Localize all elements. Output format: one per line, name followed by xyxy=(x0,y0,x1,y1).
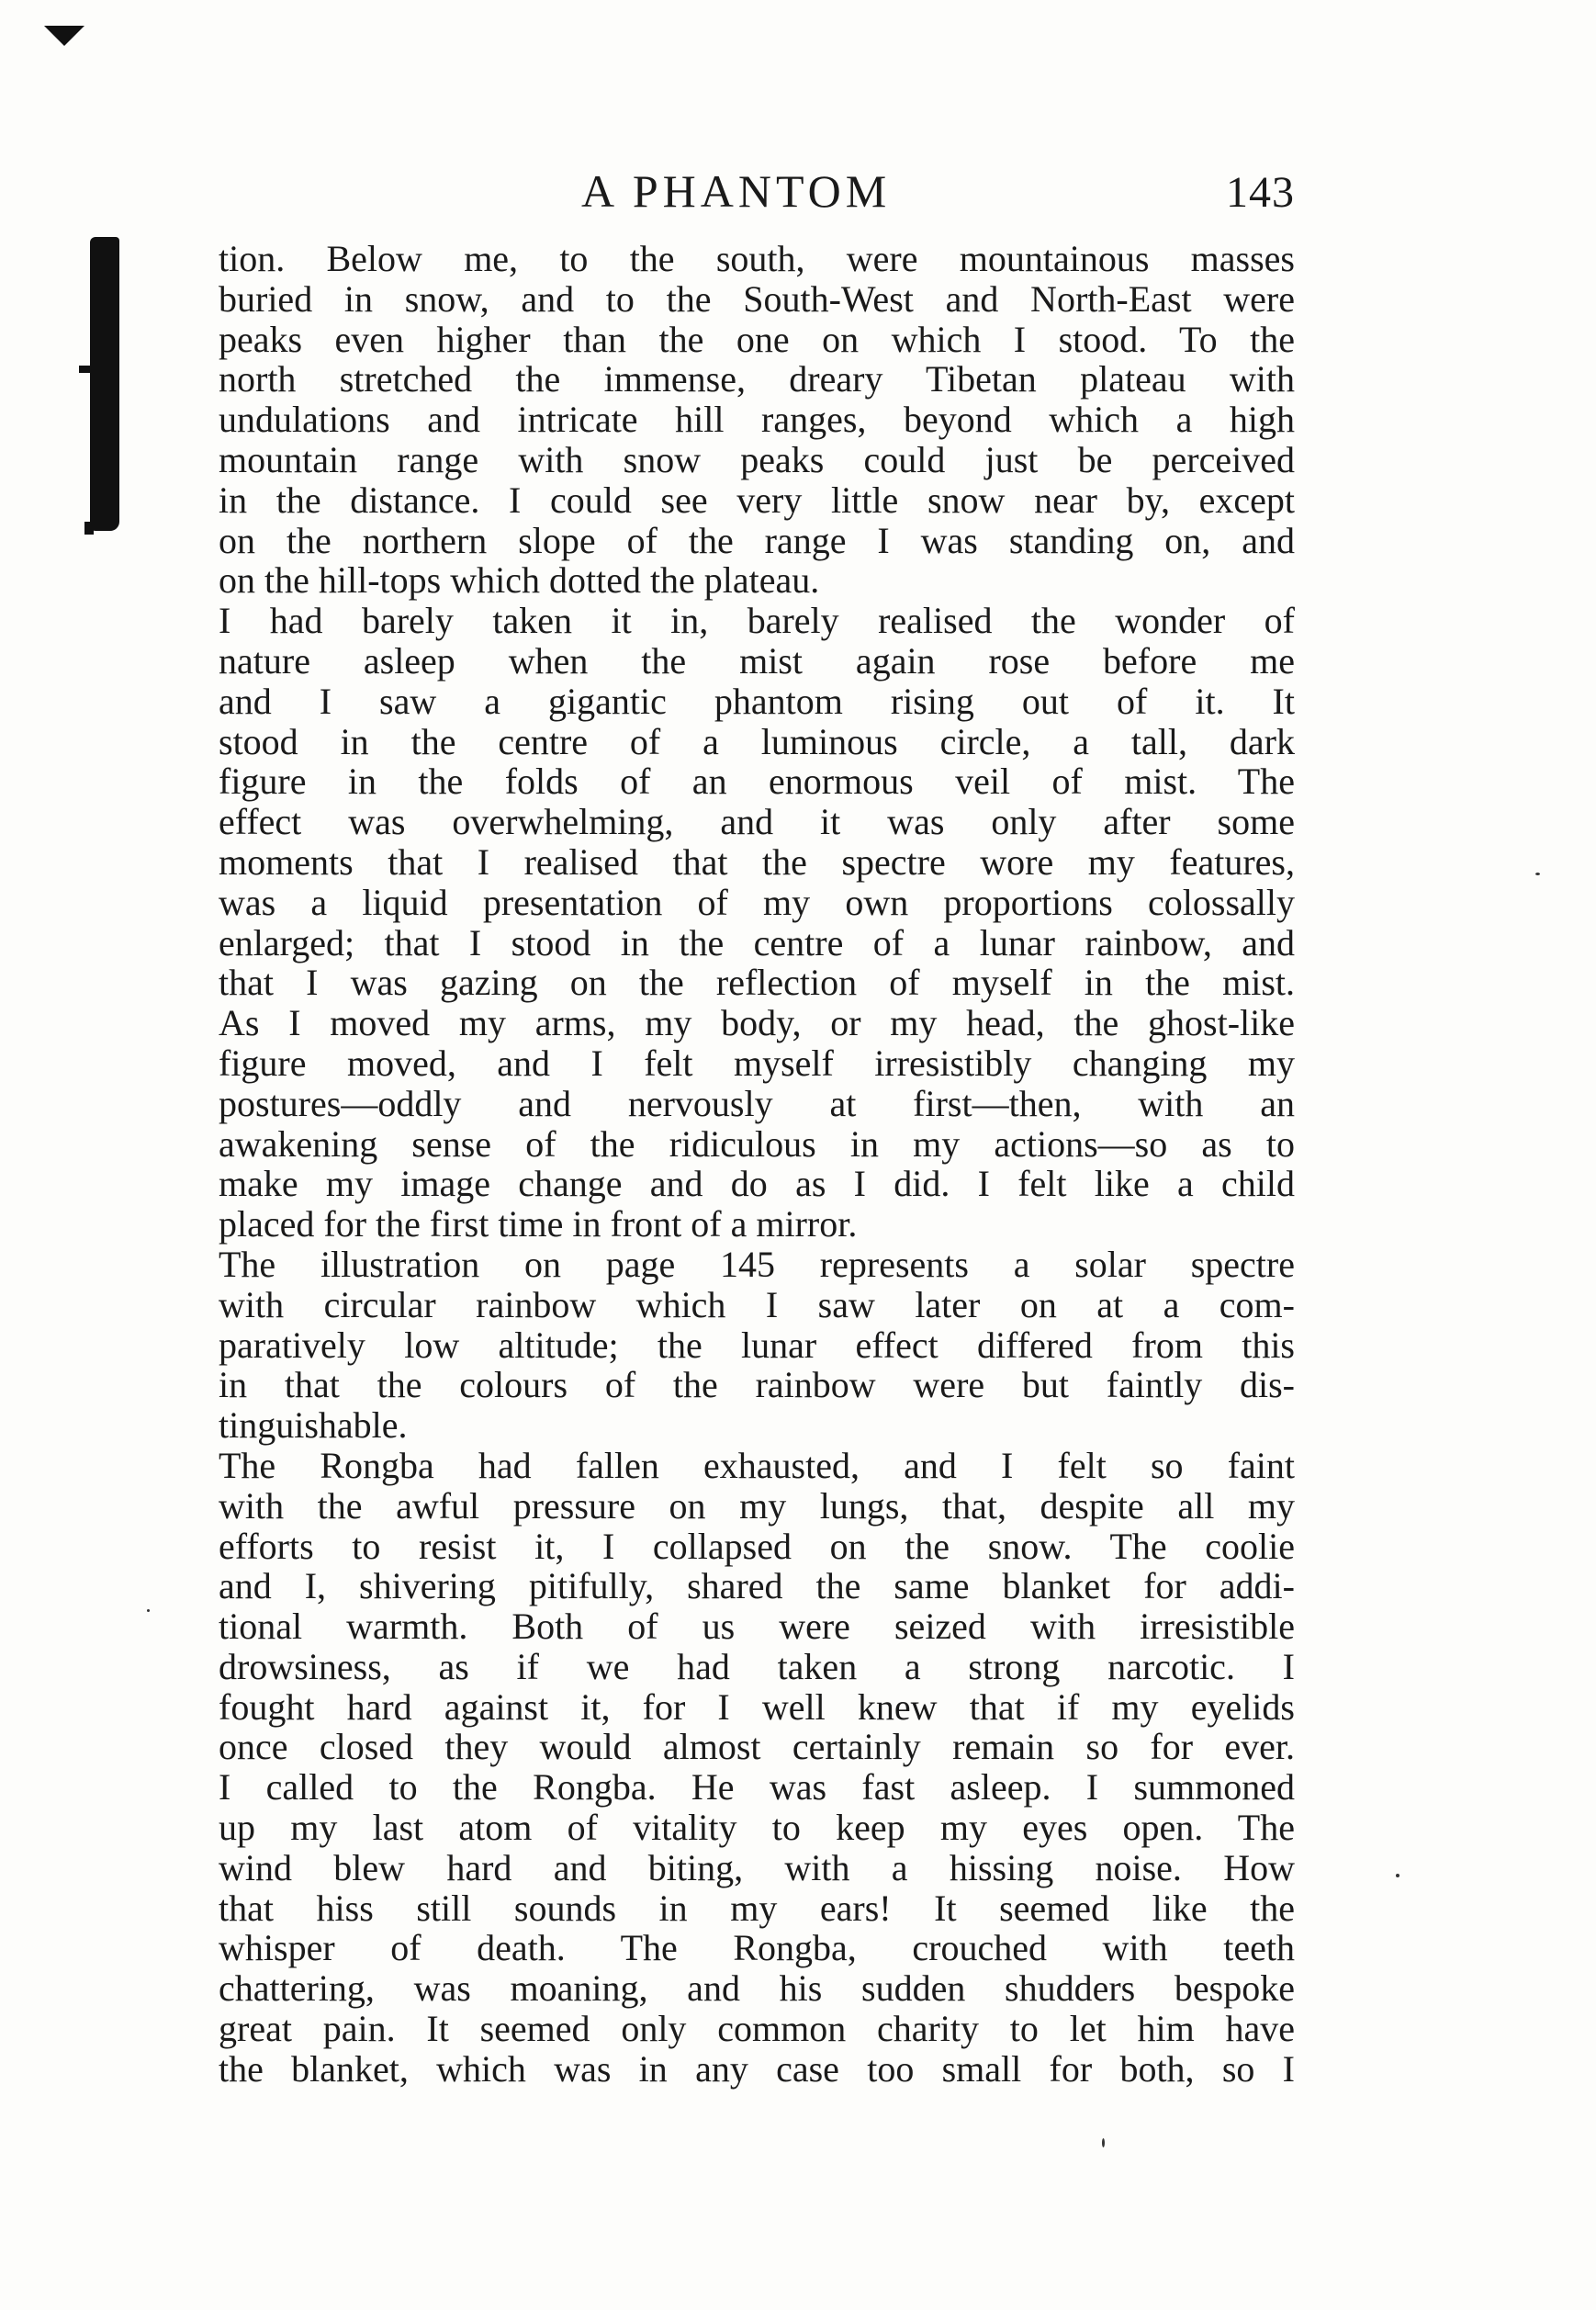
text-line: stood in the centre of a luminous circle, a tall, dark xyxy=(219,720,1295,762)
binding-edge-shadow xyxy=(90,237,119,531)
text-line: with circular rainbow which I saw later on at a com- xyxy=(219,1283,1295,1325)
text-line: tional warmth. Both of us were seized with irresistible xyxy=(219,1606,1295,1648)
text-line: moments that I realised that the spectre wore my features, xyxy=(219,840,1295,883)
body-text xyxy=(219,238,1295,2090)
text-line: enlarged; that I stood in the centre of a lunar rainbow, and xyxy=(219,921,1295,963)
text-line: in that the colours of the rainbow were but faintly dis- xyxy=(219,1364,1295,1406)
text-line: efforts to resist it, I collapsed on the snow. The coolie xyxy=(219,1525,1295,1567)
text-line: figure in the folds of an enormous veil of mist. The xyxy=(219,761,1295,803)
text-line: tinguishable. xyxy=(219,1404,408,1447)
text-line: drowsiness, as if we had taken a strong narcotic. I xyxy=(219,1645,1295,1687)
text-line: on the northern slope of the range I was standing on, and xyxy=(219,519,1295,561)
text-line: the blanket, which was in any case too small for both, so I xyxy=(219,2047,1295,2090)
scan-speck xyxy=(1396,1874,1399,1877)
scan-speck xyxy=(1102,2138,1105,2147)
text-line: awakening sense of the ridiculous in my actions—so as to xyxy=(219,1122,1295,1165)
text-line: make my image change and do as I did. I felt like a child xyxy=(219,1163,1295,1205)
paragraph xyxy=(219,239,1295,601)
text-line: that hiss still sounds in my ears! It seemed like the xyxy=(219,1887,1295,1929)
text-line: The illustration on page 145 represents a solar spectre xyxy=(219,1243,1295,1285)
text-line: on the hill-tops which dotted the plateau. xyxy=(219,559,820,602)
text-line: with the awful pressure on my lungs, that, despite all my xyxy=(219,1484,1295,1527)
scan-speck xyxy=(147,1609,150,1612)
paragraph xyxy=(219,1245,1295,1446)
text-line: I had barely taken it in, barely realised the wonder of xyxy=(219,600,1295,642)
text-line: I called to the Rongba. He was fast asleep. I summoned xyxy=(219,1766,1295,1809)
scan-speck xyxy=(1535,873,1540,875)
text-line: and I, shivering pitifully, shared the same blanket for addi- xyxy=(219,1565,1295,1607)
text-line: figure moved, and I felt myself irresistibly changing my xyxy=(219,1042,1295,1084)
text-line: and I saw a gigantic phantom rising out of it. It xyxy=(219,680,1295,722)
text-line: great pain. It seemed only common charity to let him have xyxy=(219,2008,1295,2050)
text-line: postures—oddly and nervously at first—then, with an xyxy=(219,1082,1295,1124)
corner-tab-mark xyxy=(44,26,84,46)
text-line: once closed they would almost certainly remain so for ever. xyxy=(219,1726,1295,1768)
text-line: placed for the first time in front of a mirror. xyxy=(219,1203,858,1245)
text-line: was a liquid presentation of my own proportions colossally xyxy=(219,881,1295,923)
text-line: wind blew hard and biting, with a hissing noise. How xyxy=(219,1846,1295,1888)
text-line: up my last atom of vitality to keep my eyes open. The xyxy=(219,1807,1295,1849)
running-head xyxy=(220,163,1295,219)
text-line: undulations and intricate hill ranges, beyond which a high xyxy=(219,399,1295,441)
text-line: mountain range with snow peaks could just be perceived xyxy=(219,438,1295,480)
paragraph xyxy=(219,1446,1295,2090)
text-line: north stretched the immense, dreary Tibetan plateau with xyxy=(219,358,1295,400)
text-line: effect was overwhelming, and it was only after some xyxy=(219,801,1295,843)
text-line: nature asleep when the mist again rose before me xyxy=(219,639,1295,682)
page-number: 143 xyxy=(1226,168,1295,217)
text-line: peaks even higher than the one on which I stood. To the xyxy=(219,318,1295,360)
text-line: whisper of death. The Rongba, crouched with teeth xyxy=(219,1927,1295,1969)
running-title: A PHANTOM xyxy=(581,165,892,217)
text-line: buried in snow, and to the South-West and North-East were xyxy=(219,277,1295,320)
text-line: As I moved my arms, my body, or my head, the ghost-like xyxy=(219,1002,1295,1044)
text-line: tion. Below me, to the south, were mountainous masses xyxy=(219,238,1295,279)
text-line: fought hard against it, for I well knew that if my eyelids xyxy=(219,1685,1295,1728)
text-line: chattering, was moaning, and his sudden shudders bespoke xyxy=(219,1967,1295,2010)
text-line: The Rongba had fallen exhausted, and I felt so faint xyxy=(219,1444,1295,1486)
text-line: in the distance. I could see very little snow near by, except xyxy=(219,479,1295,521)
text-line: that I was gazing on the reflection of myself in the mist. xyxy=(219,962,1295,1004)
text-line: paratively low altitude; the lunar effect differed from this xyxy=(219,1324,1295,1366)
paragraph xyxy=(219,601,1295,1245)
